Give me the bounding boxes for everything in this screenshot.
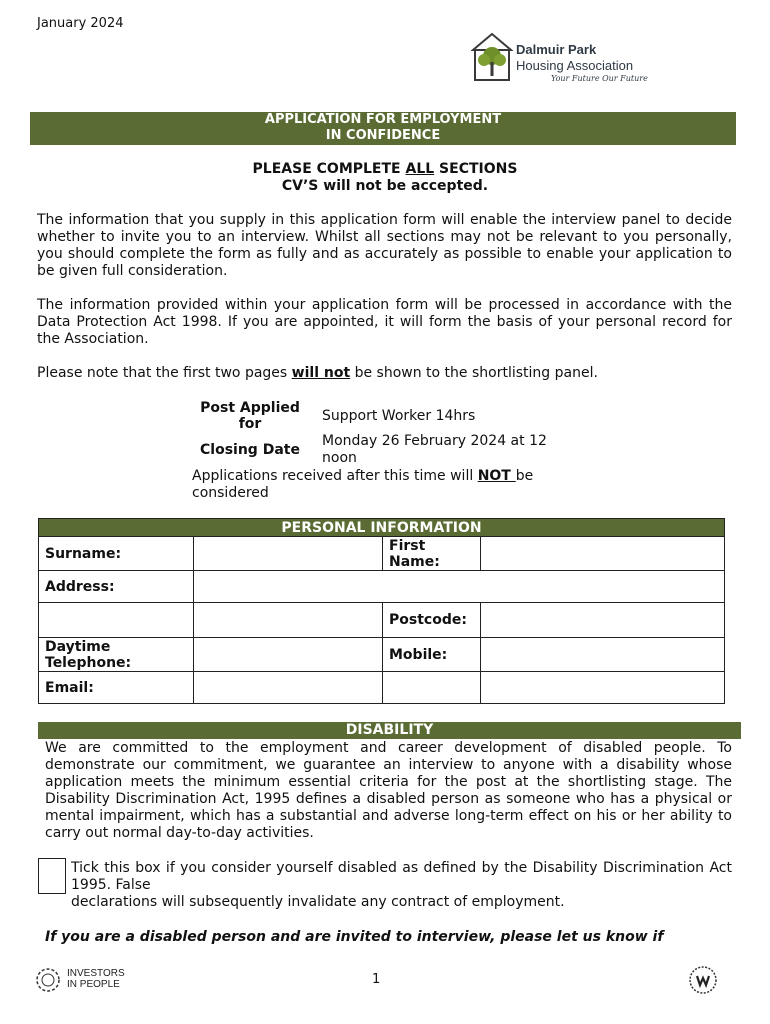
disability-tick-instruction: Tick this box if you consider yourself disabled as defined by the Disability Discrimination Act 1995. False: [71, 860, 732, 893]
form-title: APPLICATION FOR EMPLOYMENT: [264, 112, 502, 127]
page-number: 1: [372, 972, 381, 987]
mobile-field[interactable]: [481, 638, 725, 672]
intro-paragraph-2: The information provided within your application form will be processed in accordance with the Data Protection Act 1998. If you are appointed, it will form the basis of your personal record for the Association.: [37, 297, 732, 347]
instruction-line1: [0, 161, 770, 177]
intro-paragraph-3: [37, 365, 732, 382]
daytime-telephone-label: Daytime Telephone:: [39, 638, 194, 672]
seal-icon: [688, 965, 718, 995]
closing-date-label: Closing Date: [200, 442, 300, 458]
disability-statement: We are committed to the employment and career development of disabled people. To demonstrate our commitment, we guarantee an interview to anyone with a disability whose application meets the minimum essential criteria for the post at the shortlisting stage. The Disability Discrimination Act, 1995 defines a disabled person as someone who has a physical or mental impairment, which has a substantial and adverse long-term effect on his or her ability to carry out normal day-to-day activities.: [45, 740, 732, 841]
org-tagline: Your Future Our Future: [551, 74, 648, 83]
cv-notice: CV’S will not be accepted.: [281, 178, 489, 194]
org-name-line2: Housing Association: [516, 58, 634, 73]
note-post: be shown to the shortlisting panel.: [350, 365, 598, 381]
form-subtitle: IN CONFIDENCE: [325, 128, 441, 143]
surname-label: Surname:: [39, 537, 194, 571]
address-field-line1[interactable]: [194, 571, 725, 603]
instruction-pre: PLEASE COMPLETE: [252, 161, 406, 177]
intro-paragraph-1: The information that you supply in this application form will enable the interview panel to decide whether to invite you to an interview. Whilst all sections may not be relevant to you personally, you should complete the form as fully and as accurately as possible to enable your application to be given full consideration.: [37, 212, 732, 279]
mobile-label: Mobile:: [383, 638, 481, 672]
iip-line1: INVESTORS: [67, 968, 125, 979]
accreditation-seal: [688, 965, 718, 995]
investors-in-people-logo: [33, 966, 128, 994]
late-pre: Applications received after this time will: [192, 468, 478, 484]
interview-adjustments-note: If you are a disabled person and are invited to interview, please let us know if: [45, 929, 664, 945]
late-post: be considered: [192, 468, 534, 501]
email-field-extra[interactable]: [383, 672, 481, 704]
address-field-line2[interactable]: [194, 603, 383, 638]
postcode-field[interactable]: [481, 603, 725, 638]
daytime-telephone-field[interactable]: [194, 638, 383, 672]
first-name-field[interactable]: [481, 537, 725, 571]
note-will-not: will not: [291, 365, 351, 381]
closing-date-value: Monday 26 February 2024 at 12 noon: [322, 433, 547, 466]
disability-header: DISABILITY: [38, 722, 741, 739]
tree-house-icon: [471, 32, 513, 84]
address-label-blank: [39, 603, 194, 638]
email-label: Email:: [39, 672, 194, 704]
post-applied-label: Post Applied for: [200, 400, 300, 432]
association-logo: [471, 32, 651, 88]
personal-information-header: PERSONAL INFORMATION: [39, 519, 725, 537]
form-title-banner: [30, 112, 736, 145]
note-pre: Please note that the first two pages: [37, 365, 292, 381]
postcode-label: Postcode:: [383, 603, 481, 638]
post-applied-value: Support Worker 14hrs: [322, 408, 476, 424]
late-not: NOT: [477, 468, 516, 484]
instruction-all: ALL: [405, 161, 435, 177]
iip-text: [67, 968, 125, 990]
first-name-label: First Name:: [383, 537, 481, 571]
document-date: January 2024: [37, 16, 124, 31]
org-name-line1: Dalmuir Park: [516, 42, 597, 57]
surname-field[interactable]: [194, 537, 383, 571]
email-field-extra-2[interactable]: [481, 672, 725, 704]
instruction-post: SECTIONS: [434, 161, 518, 177]
email-field[interactable]: [194, 672, 383, 704]
disability-checkbox[interactable]: [38, 858, 66, 894]
late-applications-note: [192, 468, 582, 502]
address-label: Address:: [39, 571, 194, 603]
iip-line2: IN PEOPLE: [67, 979, 120, 990]
laurel-icon: [33, 966, 63, 994]
disability-tick-instruction-2: declarations will subsequently invalidate any contract of employment.: [71, 894, 565, 910]
personal-information-table: [38, 518, 725, 704]
